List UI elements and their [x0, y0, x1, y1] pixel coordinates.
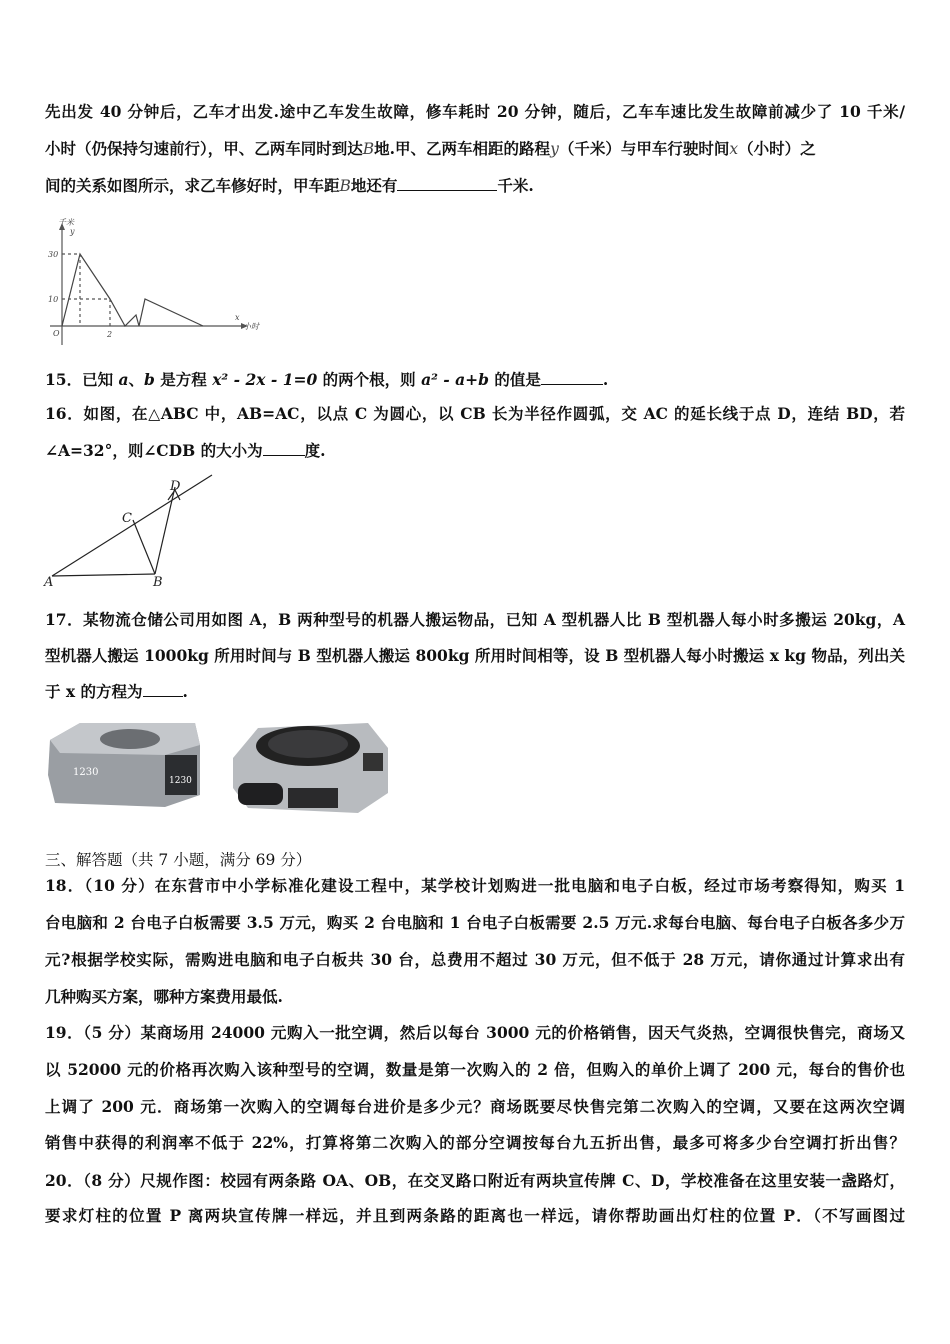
segment-ab [52, 574, 155, 576]
text: 千米. [497, 176, 534, 195]
text: . [602, 370, 609, 389]
y-unit: 千米 [58, 218, 74, 227]
section-heading: 三、解答题（共 7 小题，满分 69 分） [45, 851, 312, 869]
label-a: A [44, 575, 54, 590]
text: 地还有 [350, 176, 398, 195]
q16-line2 [45, 441, 326, 461]
text: 度. [304, 441, 326, 460]
text: 、 [128, 370, 145, 389]
var-b: b [144, 370, 155, 389]
q16-line1: 16．如图，在△ABC 中，AB=AC，以点 C 为圆心，以 CB 长为半径作圆弧，交 AC 的延长线于点 D，连结 BD，若 [45, 404, 905, 423]
text: 间的关系如图所示，求乙车修好时，甲车距 [45, 176, 340, 195]
segment-bd [155, 487, 175, 574]
distance-time-graph [40, 215, 270, 345]
q14-line1: 先出发 40 分钟后，乙车才出发.途中乙车发生故障，修车耗时 20 分钟，随后，乙车车速比发生故障前减少了 10 千米/ [45, 102, 905, 121]
answer-blank[interactable] [541, 370, 603, 385]
var-b: B [339, 177, 351, 195]
y-tick-10: 10 [48, 295, 59, 304]
q19-line1: 19．（5 分）某商场用 24000 元购入一批空调，然后以每台 3000 元的价格销售，因天气炎热，空调很快售完，商场又 [45, 1023, 905, 1042]
label-d: D [170, 479, 181, 494]
distance-line [62, 254, 203, 326]
text: （千米）与甲车行驶时间 [558, 139, 730, 158]
q19-line3: 上调了 200 元．商场第一次购入的空调每台进价是多少元？商场既要尽快售完第二次购入的空调，又要在这两次空调 [45, 1097, 905, 1116]
var-x: x [729, 140, 739, 158]
text: 于 x 的方程为 [45, 682, 143, 701]
x-label: x [235, 313, 240, 322]
answer-blank[interactable] [397, 176, 497, 191]
q18-line4: 几种购买方案，哪种方案费用最低. [45, 987, 283, 1006]
q17-line1: 17．某物流仓储公司用如图 A，B 两种型号的机器人搬运物品，已知 A 型机器人比 B 型机器人每小时多搬运 20kg，A [45, 610, 905, 629]
q18-line2: 台电脑和 2 台电子白板需要 3.5 万元，购买 2 台电脑和 1 台电子白板需要 2.5 万元.求每台电脑、每台电子白板各多少万 [45, 913, 905, 932]
robot-a-label: 1230 [73, 767, 99, 778]
expression: a² - a+b [421, 370, 489, 389]
robot-a-label-front: 1230 [169, 776, 192, 786]
x-unit: 小时 [243, 322, 259, 331]
text: 已知 [82, 370, 119, 389]
q17-line2: 型机器人搬运 1000kg 所用时间与 B 型机器人搬运 800kg 所用时间相等，设 B 型机器人每小时搬运 x kg 物品，列出关 [45, 646, 905, 665]
q18-line1: 18．（10 分）在东营市中小学标准化建设工程中，某学校计划购进一批电脑和电子白板，经过市场考察得知，购买 1 [45, 876, 905, 895]
robot-a-image [45, 715, 205, 810]
q19-line4: 销售中获得的利润率不低于 22%，打算将第二次购入的部分空调按每台九五折出售，最多可将多少台空调打折出售？ [45, 1133, 905, 1152]
q20-line2: 要求灯柱的位置 P 离两块宣传牌一样远，并且到两条路的距离也一样远，请你帮助画出灯柱的位置 P．（不写画图过 [45, 1206, 905, 1225]
y-label: y [70, 227, 75, 236]
q18-line3: 元?根据学校实际，需购进电脑和电子白板共 30 台，总费用不超过 30 万元，但不低于 28 万元，请你通过计算求出有 [45, 950, 905, 969]
q-number: 15． [45, 370, 83, 389]
answer-blank[interactable] [263, 441, 305, 456]
triangle-figure [40, 470, 230, 590]
text: ∠A=32°，则∠CDB 的大小为 [45, 441, 263, 460]
text: （小时）之 [738, 139, 816, 158]
text: 的值是 [489, 370, 541, 389]
text: . [182, 682, 188, 701]
label-c: C [122, 511, 132, 526]
x-tick-2: 2 [107, 330, 113, 339]
robot-b-image [228, 708, 393, 818]
origin-label: O [53, 329, 60, 338]
text: 地.甲、乙两车相距的路程 [374, 139, 551, 158]
q17-line3 [45, 682, 188, 702]
text: 是方程 [154, 370, 213, 389]
text: 的两个根，则 [317, 370, 422, 389]
answer-blank[interactable] [143, 682, 183, 697]
q20-line1: 20．（8 分）尺规作图：校园有两条路 OA、OB，在交叉路口附近有两块宣传牌 C、D，学校准备在这里安装一盏路灯， [45, 1171, 905, 1190]
q14-line2 [45, 139, 816, 159]
label-b: B [153, 575, 163, 590]
var-b: B [362, 140, 375, 158]
q14-line3 [45, 176, 534, 196]
segment-cb [133, 520, 155, 574]
text: 小时（仍保持匀速前行），甲、乙两车同时到达 [45, 139, 363, 158]
dash-10 [62, 299, 110, 326]
var-y: y [550, 140, 559, 158]
line-ad-extended [52, 475, 212, 576]
q15 [45, 370, 608, 390]
equation: x² - 2x - 1=0 [212, 370, 318, 389]
var-a: a [118, 370, 129, 389]
q19-line2: 以 52000 元的价格再次购入该种型号的空调，数量是第一次购入的 2 倍，但购入的单价上调了 200 元，每台的售价也 [45, 1060, 905, 1079]
y-tick-30: 30 [48, 250, 59, 259]
